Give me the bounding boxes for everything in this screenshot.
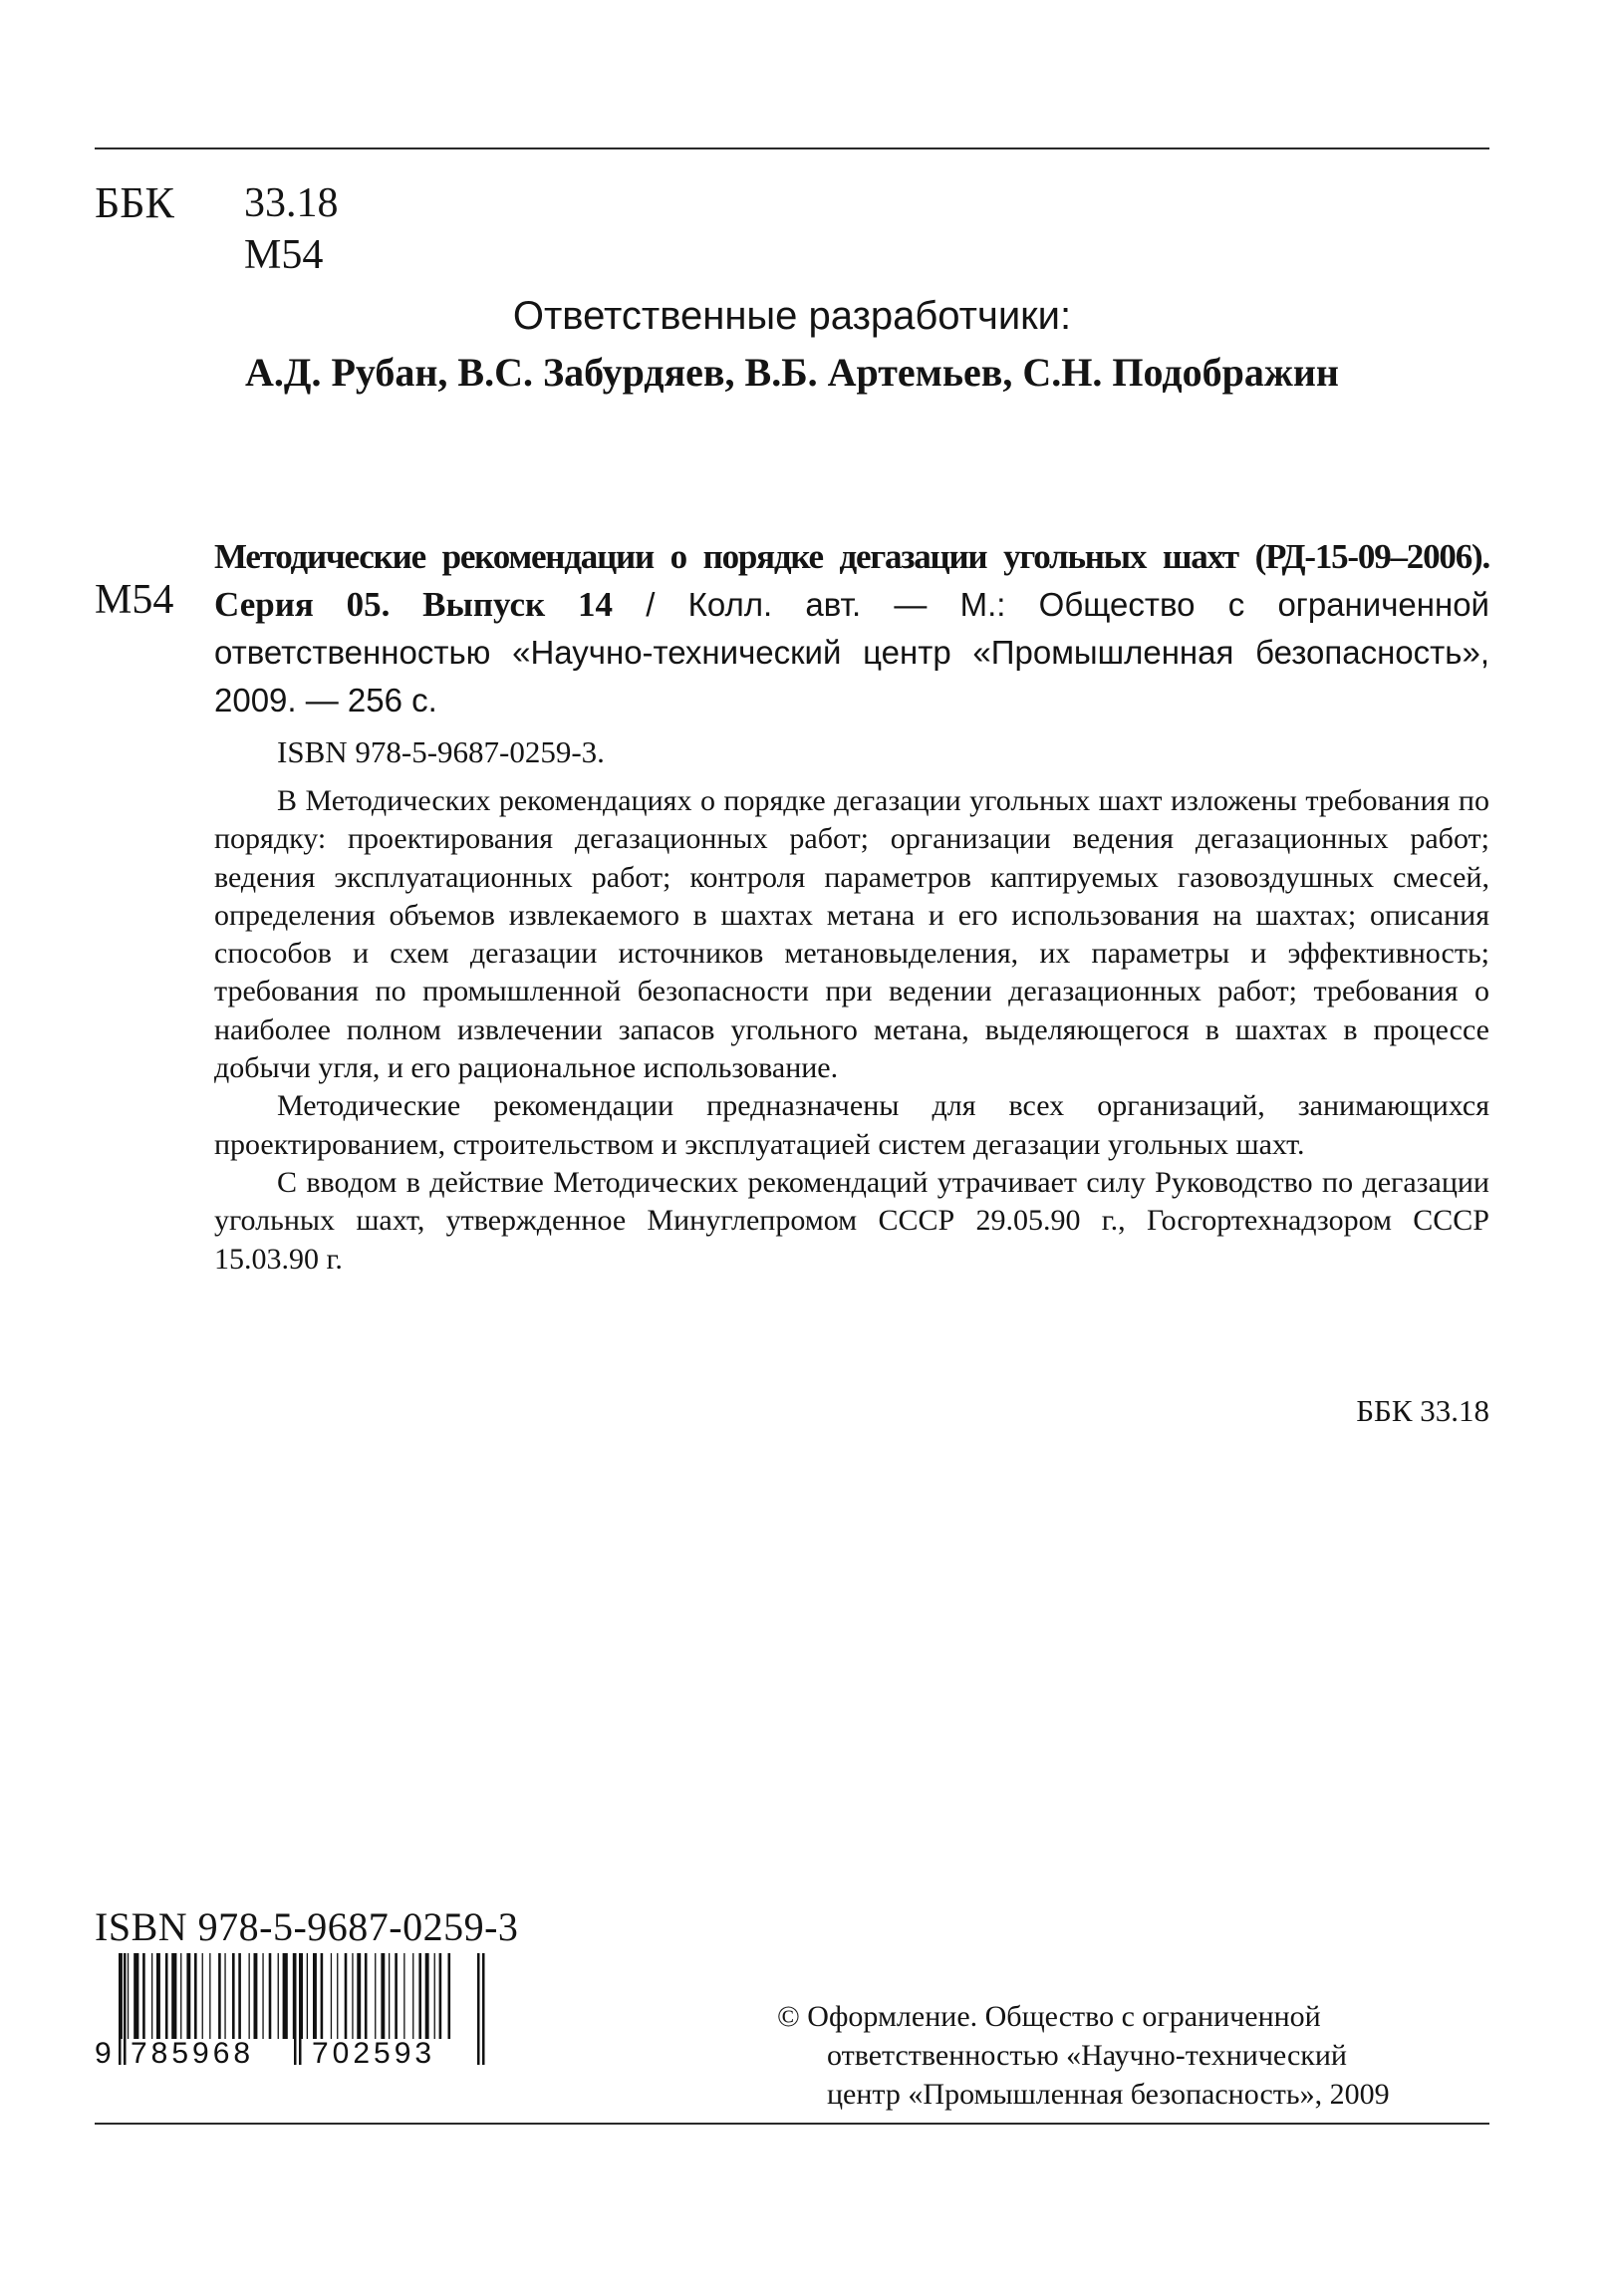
series-info: Серия 05. Выпуск 14	[214, 585, 613, 624]
barcode-guard-bar	[294, 1953, 297, 2065]
bibliographic-record	[214, 533, 1489, 724]
barcode-bar	[218, 1953, 221, 2039]
copyright-line: центр «Промышленная безопасность», 2009	[827, 2078, 1390, 2111]
barcode-bar	[171, 1953, 176, 2039]
bbk-code-number: 33.18	[244, 180, 339, 226]
barcode-bar	[389, 1953, 390, 2039]
barcode-bar	[202, 1953, 203, 2039]
barcode-bar	[151, 1953, 152, 2039]
barcode-bar	[293, 1953, 294, 2039]
barcode-bar	[262, 1953, 263, 2039]
barcode-digits-left: 785968	[131, 2037, 255, 2068]
barcode-bar	[278, 1953, 279, 2039]
barcode-bar	[254, 1953, 258, 2039]
responsible-label: Ответственные разработчики:	[512, 294, 1072, 338]
barcode-bar	[142, 1953, 145, 2039]
copyright-notice	[777, 1997, 1390, 2114]
author-sign: М54	[244, 232, 324, 278]
barcode-bar	[381, 1953, 385, 2039]
barcode-bar	[357, 1953, 361, 2039]
barcode-guard-bar	[299, 1953, 302, 2065]
barcode-bar	[439, 1953, 442, 2039]
barcode-digits-right: 702593	[312, 2037, 436, 2068]
publication-info: / Колл. авт. — М.: Общество с ограниченной ответственностью «Научно-технический центр «Промышленная безопасность», 2009. — 256 с.	[214, 586, 1489, 718]
barcode-digit-first: 9	[95, 2037, 112, 2068]
barcode-bar	[352, 1953, 353, 2039]
barcode-bar	[337, 1953, 338, 2039]
barcode-bar	[365, 1953, 368, 2039]
barcode-bar	[418, 1953, 421, 2039]
barcode-guard-bar	[124, 1953, 127, 2065]
barcode-bar	[209, 1953, 210, 2039]
barcode-bar	[412, 1953, 413, 2039]
barcode-bar	[128, 1953, 129, 2039]
bbk-label: ББК	[95, 178, 174, 227]
top-rule	[95, 147, 1489, 149]
book-title: Методические рекомендации о порядке дегазации угольных шахт (РД-15-09–2006).	[214, 537, 1489, 576]
barcode-bar	[134, 1953, 138, 2039]
barcode-guard-bar	[482, 1953, 485, 2065]
barcode-guard-bar	[477, 1953, 480, 2065]
barcode-bar	[425, 1953, 429, 2039]
barcode-bar	[313, 1953, 317, 2039]
author-sign-side: М54	[95, 577, 174, 623]
barcode-bar	[224, 1953, 225, 2039]
bbk-index-right: ББК 33.18	[1356, 1393, 1489, 1428]
isbn-barcode	[95, 1953, 503, 2068]
barcode-bar	[180, 1953, 181, 2039]
annotation-paragraph: Методические рекомендации предназначены для всех организаций, занимающихся проектированием, строительством и эксплуатацией систем дегазации угольных шахт.	[214, 1089, 1489, 1161]
barcode-bar	[283, 1953, 288, 2039]
barcode-bar	[448, 1953, 451, 2039]
barcode-bar	[186, 1953, 190, 2039]
barcode-bar	[165, 1953, 168, 2039]
barcode-bar	[395, 1953, 398, 2039]
barcode-bar	[345, 1953, 348, 2039]
barcode-bar	[434, 1953, 435, 2039]
annotation-paragraph: В Методических рекомендациях о порядке дегазации угольных шахт изложены требования по порядку: проектирования дегазационных работ; организации ведения дегазационных работ; ведения эксплуатационных работ; контроля параметров каптируемых газовоздушных смесей, определения объемов извлекаемого в шахтах метана и его использования на шахтах; описания способов и схем дегазации источников метановыделения, их параметры и эффективность; требования по промышленной безопасности при ведении дегазационных работ; требования о наиболее полном извлечении запасов угольного метана, выделяющегося в шахтах в процессе добычи угля, и его рациональное использование.	[214, 784, 1489, 1085]
bbk-code	[244, 177, 339, 281]
barcode-bar	[307, 1953, 308, 2039]
barcode-bar	[249, 1953, 250, 2039]
responsible-names: А.Д. Рубан, В.С. Забурдяев, В.Б. Артемьев, С.Н. Подображин	[245, 350, 1339, 395]
barcode-bar	[238, 1953, 241, 2039]
copyright-line: ответственностью «Научно-технический	[827, 2039, 1347, 2072]
barcode-bar	[156, 1953, 160, 2039]
isbn-barcode-label: ISBN 978-5-9687-0259-3	[95, 1904, 519, 1949]
barcode-bar	[331, 1953, 332, 2039]
barcode-bar	[375, 1953, 376, 2039]
barcode-bar	[194, 1953, 197, 2039]
barcode-bar	[269, 1953, 272, 2039]
isbn-line: ISBN 978-5-9687-0259-3.	[277, 734, 605, 769]
annotation	[214, 782, 1489, 1279]
barcode-guard-bar	[119, 1953, 122, 2065]
barcode-bar	[403, 1953, 404, 2039]
barcode-bar	[321, 1953, 324, 2039]
bottom-rule	[95, 2123, 1489, 2125]
copyright-line: © Оформление. Общество с ограниченной	[777, 2000, 1321, 2033]
barcode-bar	[232, 1953, 235, 2039]
annotation-paragraph: С вводом в действие Методических рекомендаций утрачивает силу Руководство по дегазации угольных шахт, утвержденное Минуглепромом СССР 29.05.90 г., Госгортехнадзором СССР 15.03.90 г.	[214, 1165, 1489, 1276]
